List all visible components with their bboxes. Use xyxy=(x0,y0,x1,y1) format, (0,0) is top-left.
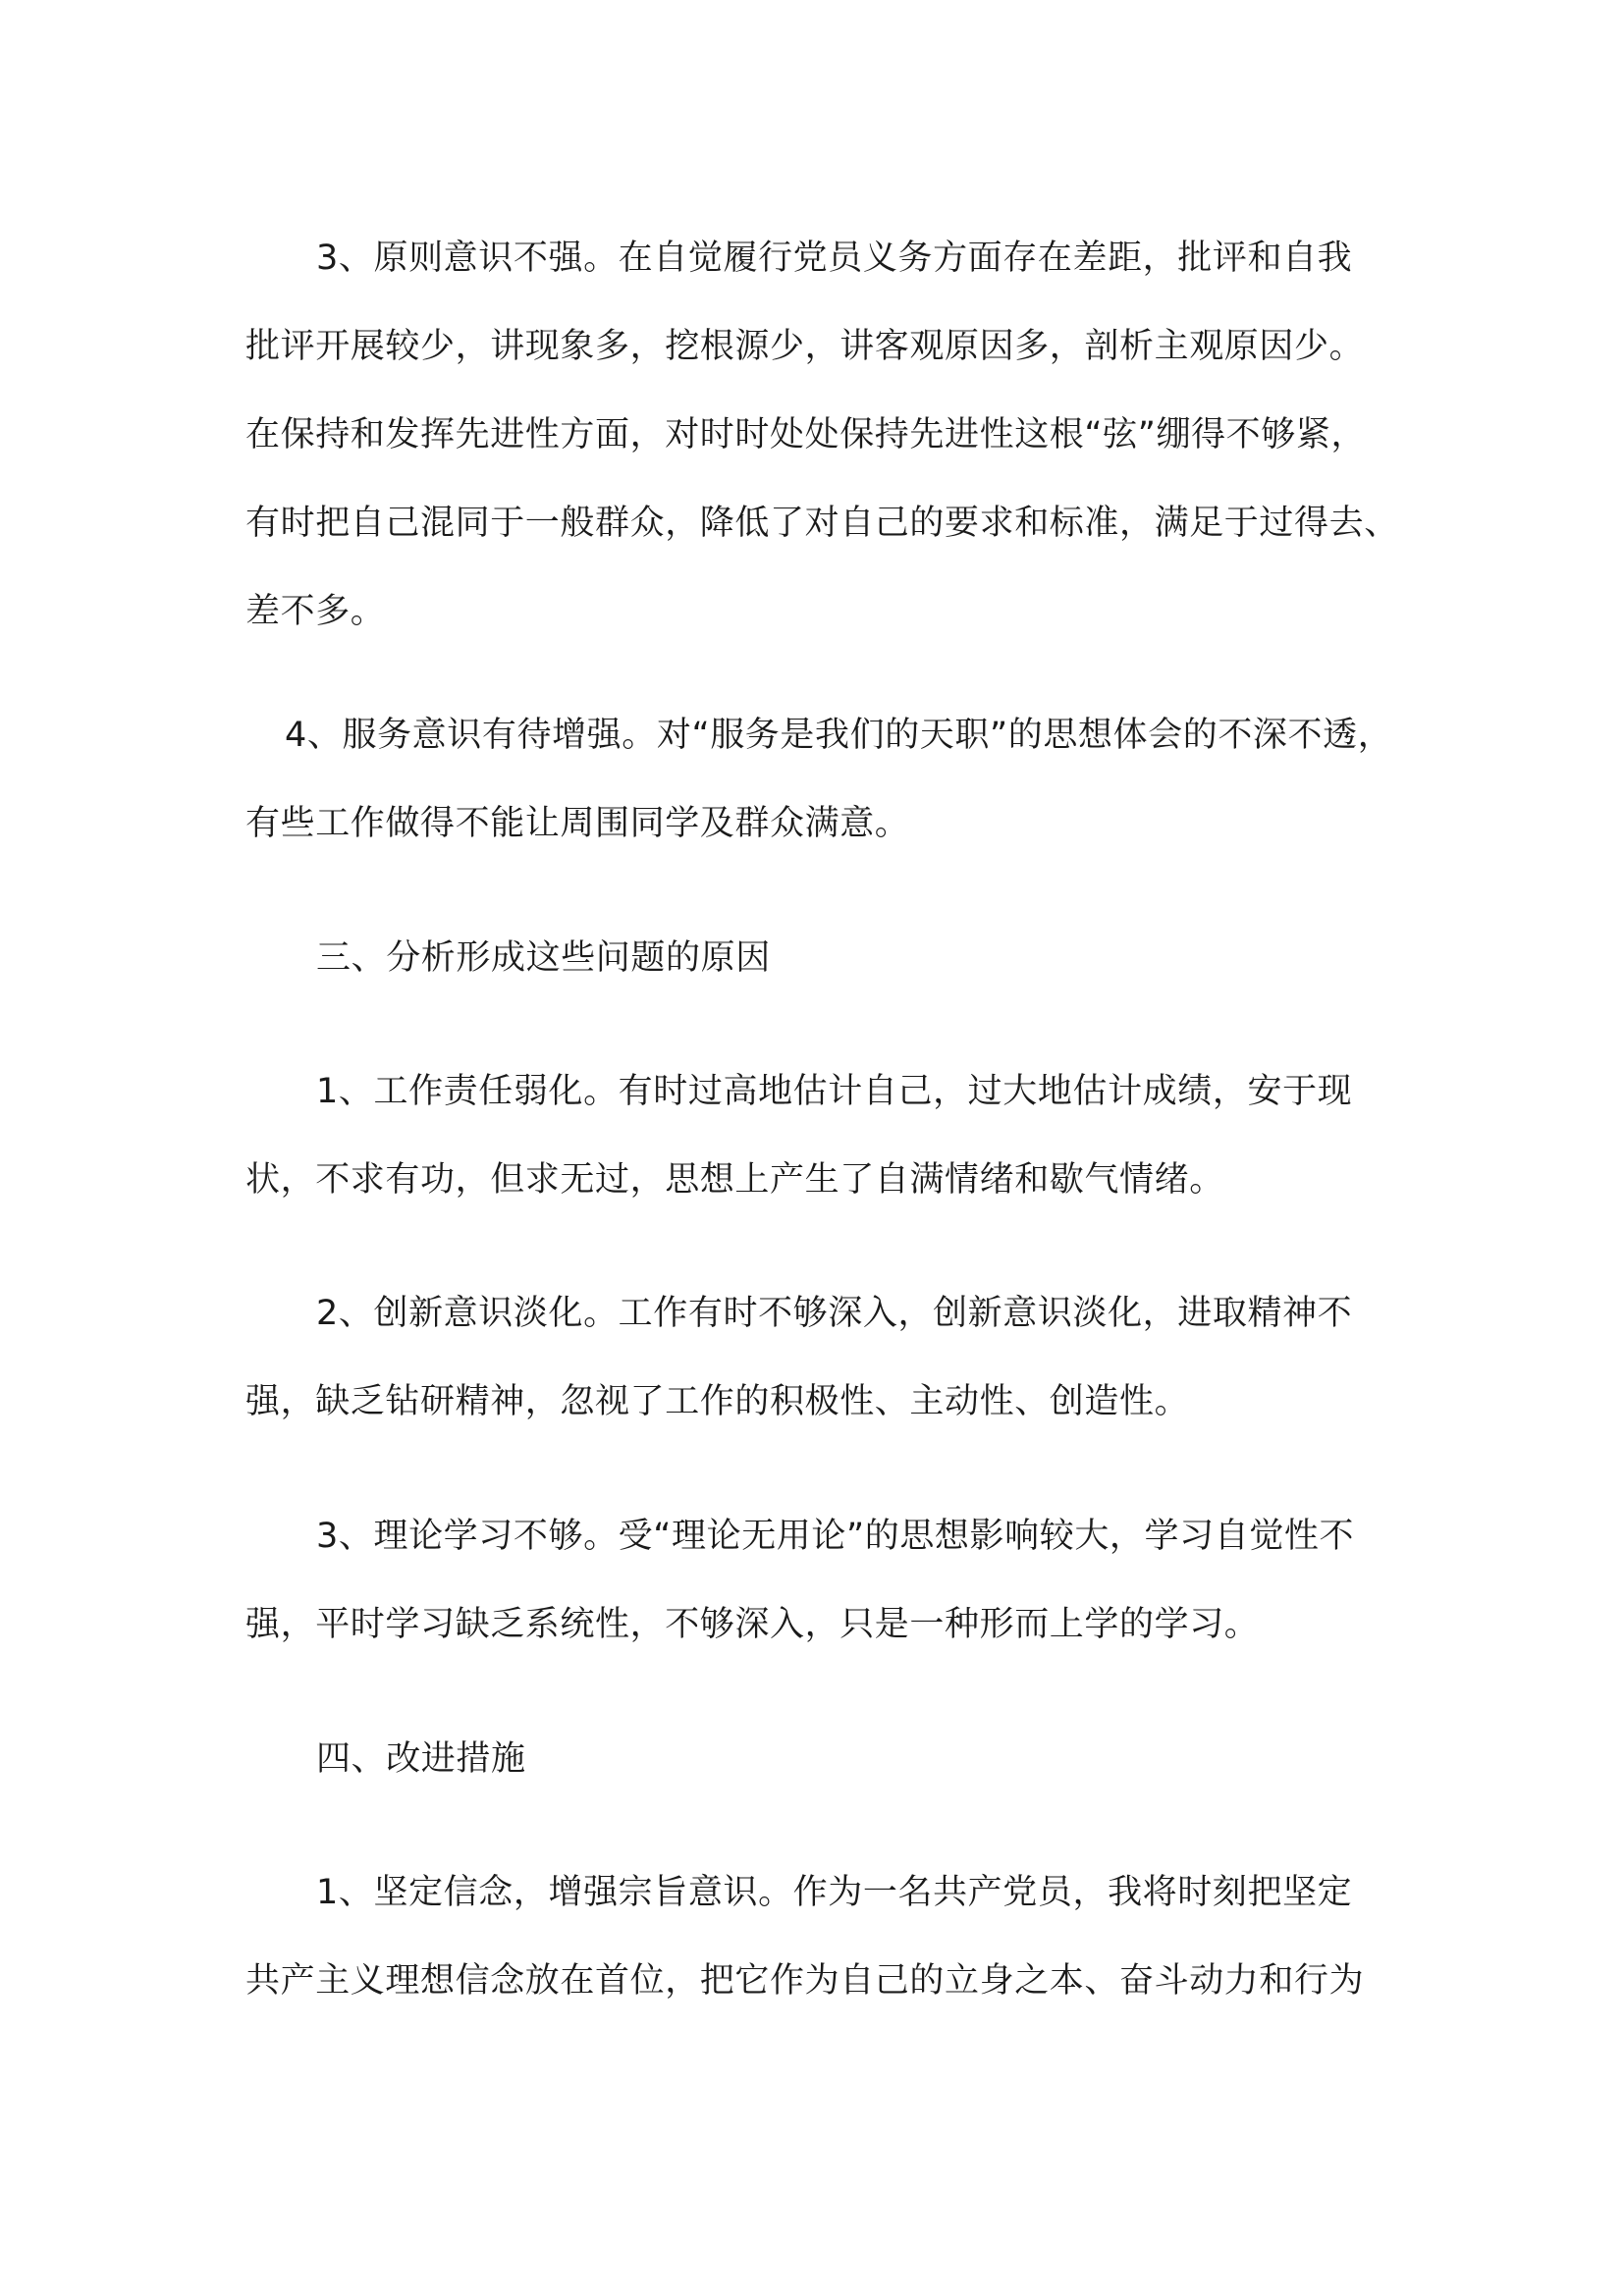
text-line: 1、工作责任弱化。有时过高地估计自己，过大地估计成绩，安于现 xyxy=(316,1072,1353,1111)
section-heading-measures xyxy=(245,1715,1404,1803)
text-line: 4、服务意识有待增强。对“服务是我们的天职”的思想体会的不深不透， xyxy=(285,716,1393,755)
heading-text: 三、分析形成这些问题的原因 xyxy=(316,938,771,978)
paragraph-innovation-awareness xyxy=(245,1269,1404,1446)
heading-text: 四、改进措施 xyxy=(316,1739,526,1779)
text-line: 在保持和发挥先进性方面，对时时处处保持先进性这根“弦”绷得不够紧， xyxy=(245,415,1367,454)
text-line: 差不多。 xyxy=(245,592,386,631)
text-line: 1、坚定信念，增强宗旨意识。作为一名共产党员，我将时刻把坚定 xyxy=(316,1873,1353,1912)
text-line: 有些工作做得不能让周围同学及群众满意。 xyxy=(245,804,910,843)
paragraph-work-responsibility xyxy=(245,1047,1404,1224)
paragraph-principle-awareness xyxy=(245,214,1404,656)
text-line: 状，不求有功，但求无过，思想上产生了自满情绪和歇气情绪。 xyxy=(245,1160,1224,1200)
text-line: 2、创新意识淡化。工作有时不够深入，创新意识淡化，进取精神不 xyxy=(316,1294,1353,1333)
paragraph-service-awareness xyxy=(245,691,1404,868)
text-line: 3、理论学习不够。受“理论无用论”的思想影响较大，学习自觉性不 xyxy=(316,1517,1355,1556)
text-line: 3、原则意识不强。在自觉履行党员义务方面存在差距，批评和自我 xyxy=(316,239,1353,278)
paragraph-firm-belief xyxy=(245,1848,1404,2025)
text-line: 共产主义理想信念放在首位，把它作为自己的立身之本、奋斗动力和行为 xyxy=(245,1961,1365,2001)
section-heading-causes xyxy=(245,914,1404,1002)
text-line: 有时把自己混同于一般群众，降低了对自己的要求和标准，满足于过得去、 xyxy=(245,504,1399,543)
paragraph-theory-study xyxy=(245,1492,1404,1669)
text-line: 批评开展较少，讲现象多，挖根源少，讲客观原因多，剖析主观原因少。 xyxy=(245,327,1365,366)
text-line: 强，平时学习缺乏系统性，不够深入，只是一种形而上学的学习。 xyxy=(245,1605,1260,1644)
text-line: 强，缺乏钻研精神，忽视了工作的积极性、主动性、创造性。 xyxy=(245,1382,1190,1421)
